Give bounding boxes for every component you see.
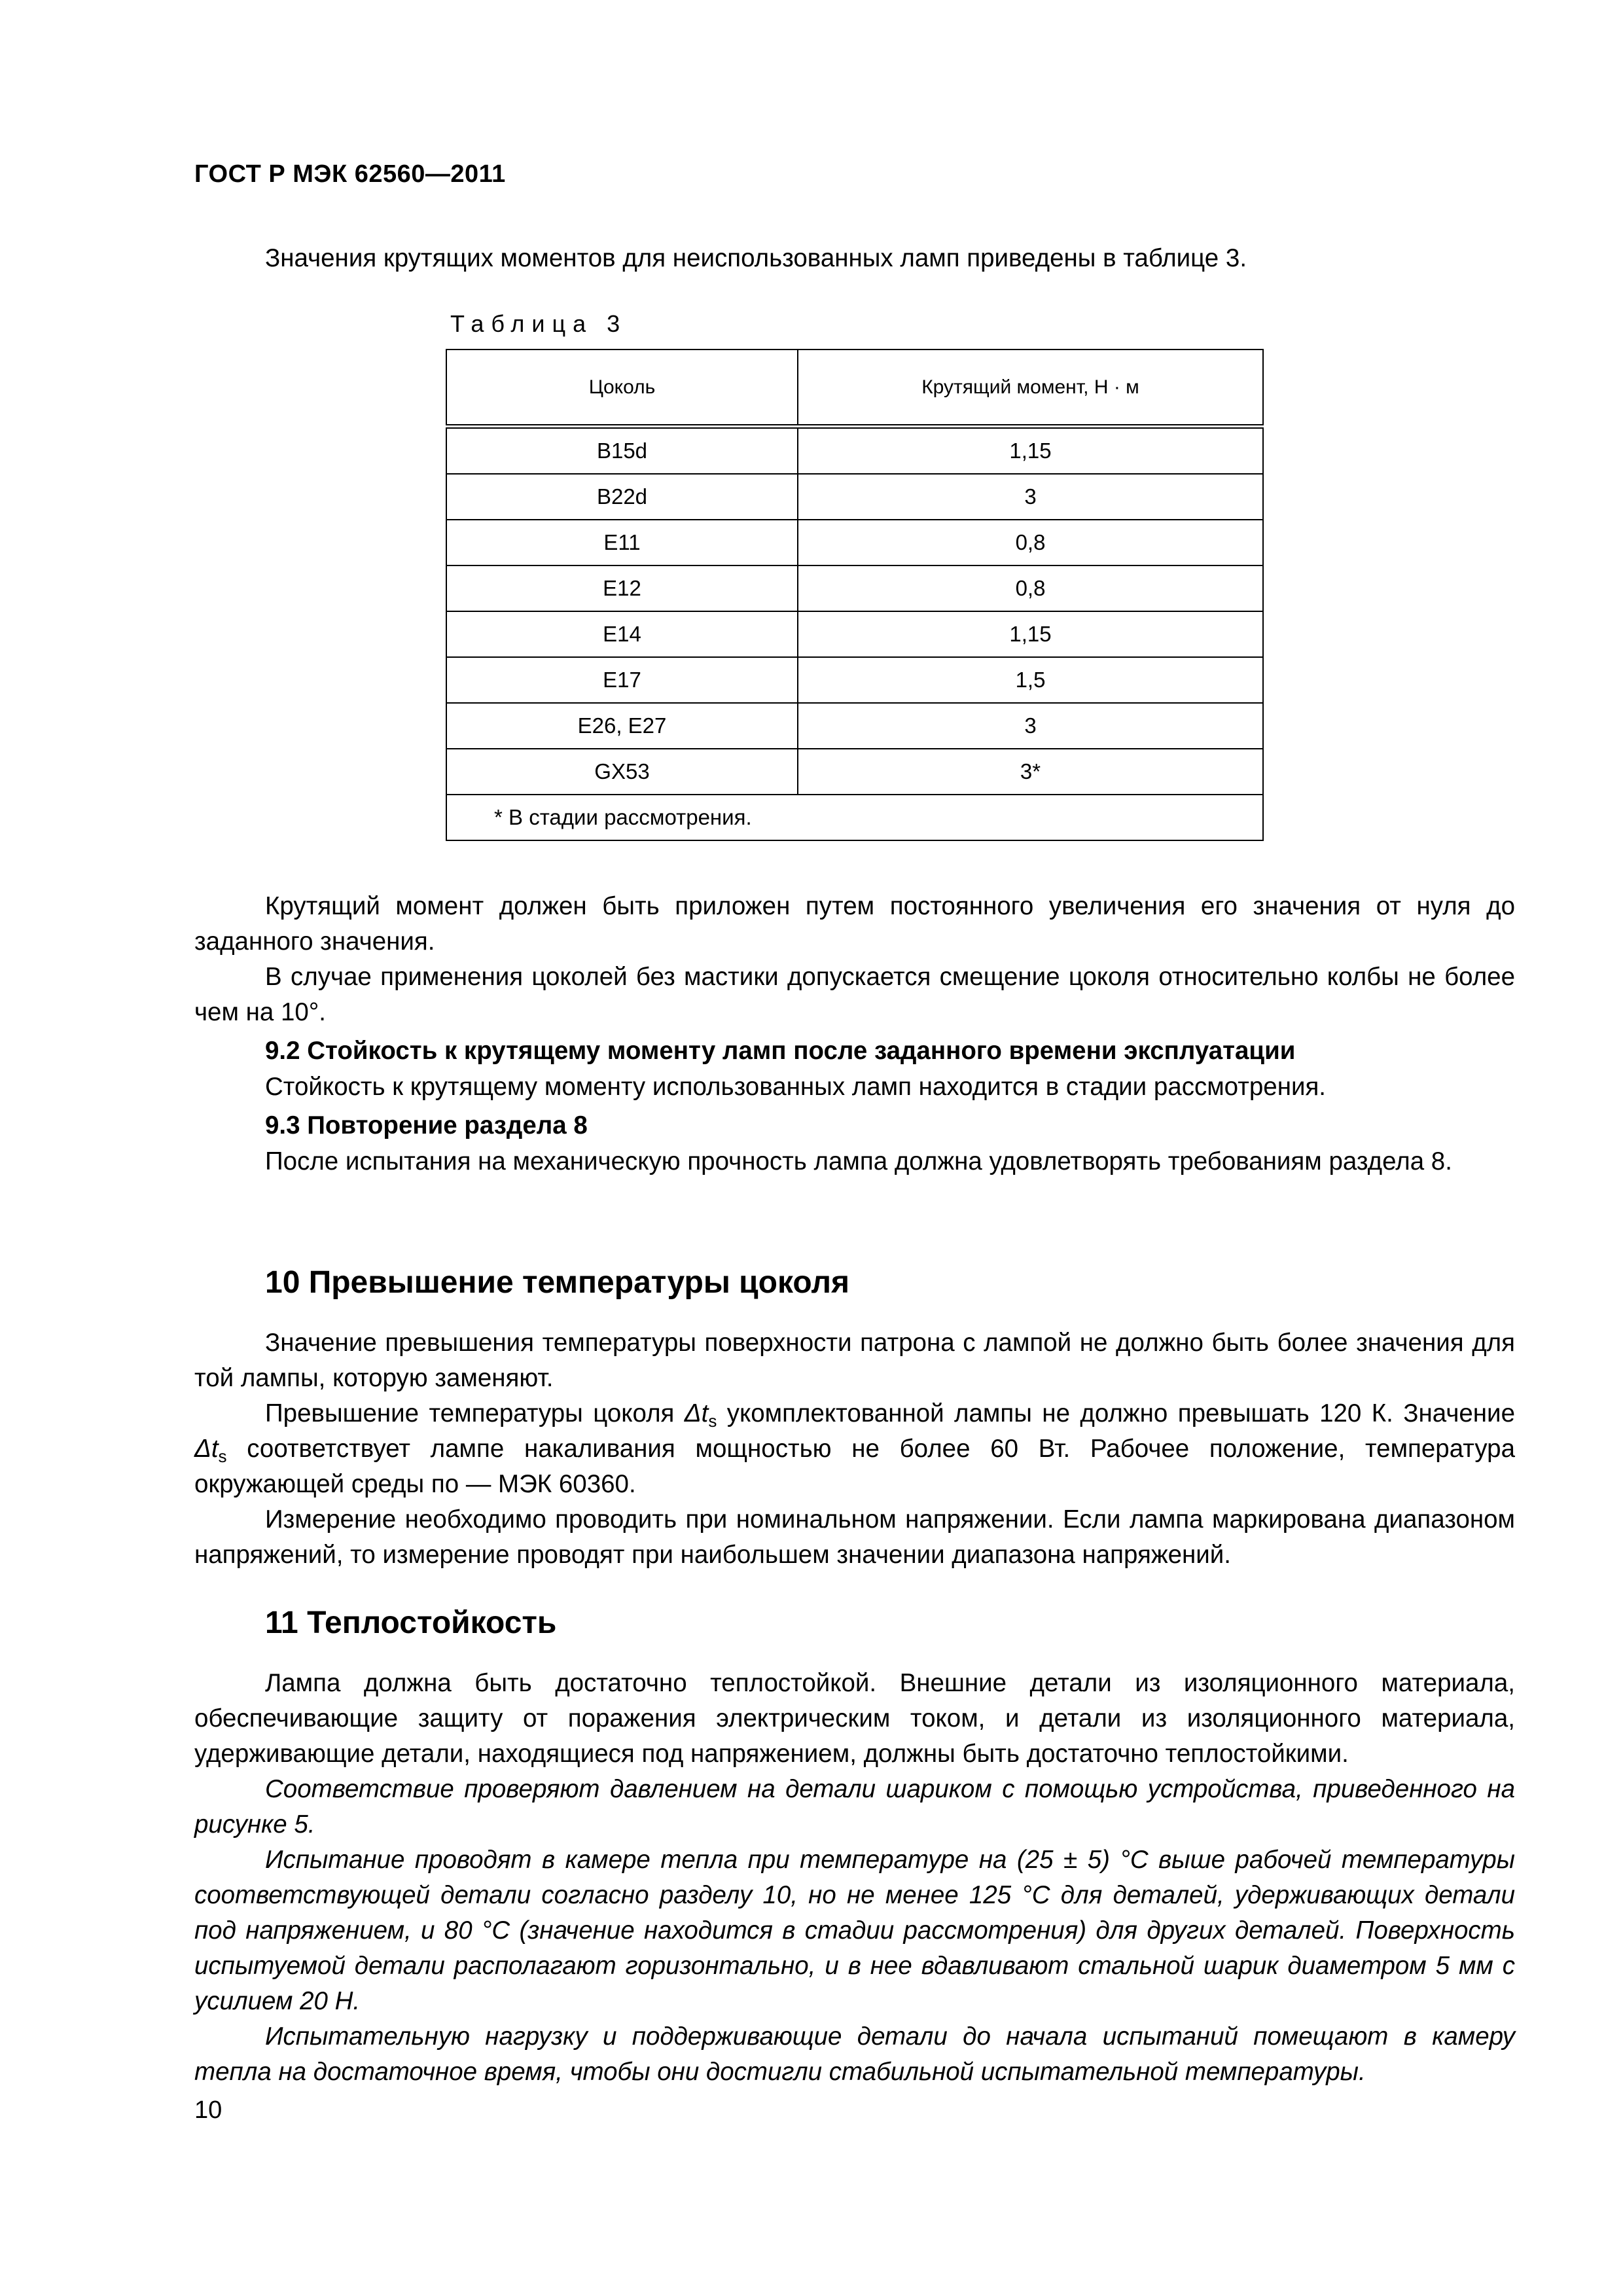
paragraph-italic: Испытательную нагрузку и поддерживающие детали до начала испытаний помещают в камеру тепла на достаточное время, чтобы они достигли стабильной испытательной температуры. — [194, 2022, 1515, 2086]
table-row — [446, 749, 1263, 795]
table-row — [446, 474, 1263, 520]
section-11-body — [194, 1666, 1515, 2090]
cell-torque: 1,5 — [798, 657, 1263, 703]
section-9-2-heading: 9.2 Стойкость к крутящему моменту ламп после заданного времени эксплуатации — [265, 1037, 1296, 1065]
cell-torque: 0,8 — [798, 565, 1263, 611]
paragraph — [194, 1396, 1515, 1502]
cell-base: B22d — [446, 474, 798, 520]
document-header: ГОСТ Р МЭК 62560—2011 — [194, 160, 506, 188]
cell-torque: 1,15 — [798, 611, 1263, 657]
text-run: Превышение температуры цоколя — [265, 1399, 685, 1427]
cell-torque: 3* — [798, 749, 1263, 795]
paragraph: Стойкость к крутящему моменту использованных ламп находится в стадии рассмотрения. — [265, 1073, 1327, 1101]
paragraph: Крутящий момент должен быть приложен путем постоянного увеличения его значения от нуля до заданного значения. — [194, 892, 1515, 956]
paragraph-italic: Соответствие проверяют давлением на детали шариком с помощью устройства, приведенного на рисунке 5. — [194, 1775, 1515, 1839]
delta-t: Δt — [194, 1435, 219, 1463]
text-run: соответствует лампе накаливания мощностью не более 60 Вт. Рабочее положение, температура окружающей среды по — МЭК 60360. — [194, 1435, 1515, 1498]
cell-base: E14 — [446, 611, 798, 657]
table-footnote-row — [446, 795, 1263, 840]
delta-ts-symbol — [194, 1435, 227, 1466]
section-9-continued — [194, 889, 1515, 1179]
paragraph-italic: Испытание проводят в камере тепла при температуре на (25 ± 5) °С выше рабочей температуры соответствующей детали согласно разделу 10, но не менее 125 °С для деталей, удерживающих детали под напряжением, и 80 °С (значение находится в стадии рассмотрения) для других деталей. Поверхность испытуемой детали располагают горизонтально, и в нее вдавливают стальной шарик диаметром 5 мм с усилием 20 Н. — [194, 1846, 1515, 2015]
paragraph: Лампа должна быть достаточно теплостойкой. Внешние детали из изоляционного материала, обеспечивающие защиту от поражения электрическим током, и детали из изоляционного материала, удерживающие детали, находящиеся под напряжением, должны быть достаточно теплостойкими. — [194, 1669, 1515, 1768]
intro-block — [194, 241, 1515, 276]
paragraph: В случае применения цоколей без мастики допускается смещение цоколя относительно колбы не более чем на 10°. — [194, 963, 1515, 1026]
paragraph: Измерение необходимо проводить при номинальном напряжении. Если лампа маркирована диапазоном напряжений, то измерение проводят при наибольшем значении диапазона напряжений. — [194, 1505, 1515, 1569]
table-row — [446, 611, 1263, 657]
cell-base: E12 — [446, 565, 798, 611]
page-number: 10 — [194, 2096, 223, 2124]
paragraph: Значение превышения температуры поверхности патрона с лампой не должно быть более значения для той лампы, которую заменяют. — [194, 1329, 1515, 1392]
section-10-body — [194, 1325, 1515, 1573]
column-header-base: Цоколь — [446, 350, 798, 427]
section-9-3-heading: 9.3 Повторение раздела 8 — [265, 1111, 588, 1139]
table-header-row — [446, 350, 1263, 427]
table-caption: Таблица 3 — [450, 310, 628, 337]
section-11-heading: 11 Теплостойкость — [265, 1605, 557, 1640]
table-footnote: * В стадии рассмотрения. — [446, 795, 1263, 840]
table-row — [446, 703, 1263, 749]
intro-paragraph: Значения крутящих моментов для неиспользованных ламп приведены в таблице 3. — [265, 244, 1247, 272]
cell-torque: 3 — [798, 703, 1263, 749]
column-header-torque: Крутящий момент, Н · м — [798, 350, 1263, 427]
text-run: укомплектованной лампы не должно превышать 120 К. Значение — [717, 1399, 1515, 1427]
cell-base: E26, E27 — [446, 703, 798, 749]
delta-t: Δt — [684, 1399, 709, 1427]
cell-base: E11 — [446, 520, 798, 565]
subscript-s: s — [218, 1446, 227, 1466]
cell-base: B15d — [446, 427, 798, 475]
table-row — [446, 657, 1263, 703]
delta-ts-symbol — [684, 1399, 717, 1431]
cell-torque: 0,8 — [798, 520, 1263, 565]
paragraph: После испытания на механическую прочность лампа должна удовлетворять требованиям раздела 8. — [265, 1147, 1452, 1175]
table-row — [446, 565, 1263, 611]
cell-base: GX53 — [446, 749, 798, 795]
torque-table — [446, 349, 1264, 841]
cell-base: E17 — [446, 657, 798, 703]
subscript-s: s — [708, 1411, 717, 1431]
cell-torque: 1,15 — [798, 427, 1263, 475]
table-row — [446, 520, 1263, 565]
section-10-heading: 10 Превышение температуры цоколя — [265, 1265, 850, 1300]
cell-torque: 3 — [798, 474, 1263, 520]
table-row — [446, 427, 1263, 475]
